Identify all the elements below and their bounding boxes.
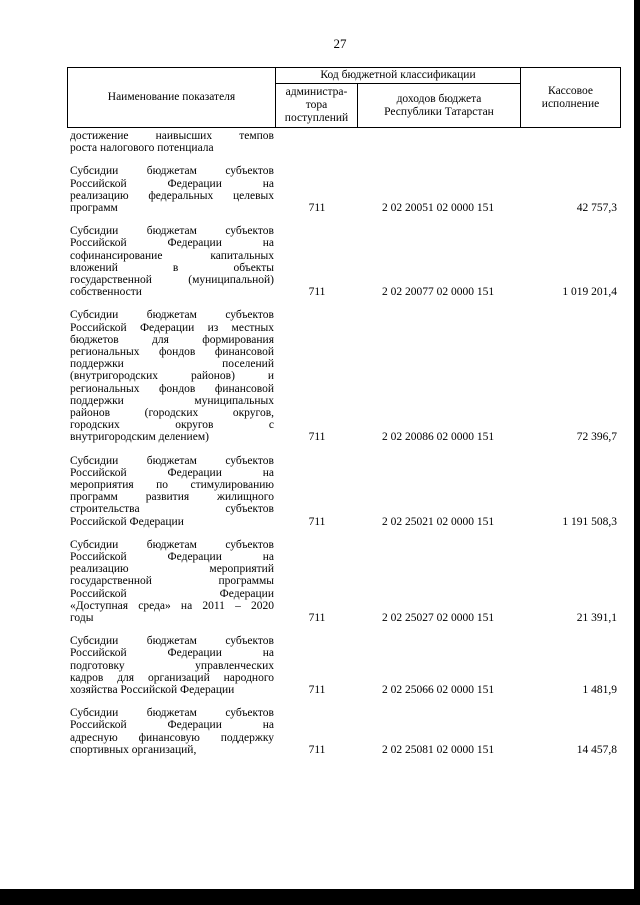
row-name-line: Субсидии бюджетам субъектов bbox=[70, 165, 274, 178]
row-name-line: районов (городских округов, bbox=[70, 407, 274, 420]
budget-table bbox=[67, 67, 620, 756]
row-name-line: региональных фондов финансовой bbox=[70, 346, 274, 358]
header-amount-col: Кассовое исполнение bbox=[521, 68, 621, 128]
row-name-line: Российской Федерации на bbox=[70, 237, 274, 250]
row-name-line: спортивных организаций, bbox=[70, 743, 197, 756]
row-name bbox=[70, 707, 274, 756]
row-name-line: Российской Федерации на bbox=[70, 551, 274, 563]
row-name-line: Субсидии бюджетам субъектов bbox=[70, 538, 274, 551]
scan-edge-right bbox=[634, 0, 640, 905]
header-admin-col: администра- тора поступлений bbox=[276, 84, 358, 128]
row-name-line: государственной (муниципальной) bbox=[70, 274, 274, 286]
scan-edge-bottom bbox=[0, 889, 640, 905]
row-name bbox=[70, 165, 274, 214]
row-name-line: программ bbox=[70, 202, 118, 214]
row-name bbox=[70, 635, 274, 696]
row-amount: 42 757,3 bbox=[576, 201, 617, 214]
row-amount: 1 481,9 bbox=[582, 683, 617, 696]
page-number: 27 bbox=[333, 36, 347, 51]
row-name-line: Субсидии бюджетам субъектов bbox=[70, 454, 274, 467]
row-name-line: бюджетов для формирования bbox=[70, 333, 274, 346]
row-name-line: внутригородским делением) bbox=[70, 431, 209, 444]
row-name-line: поддержки поселений bbox=[70, 358, 274, 371]
row-admin-code: 711 bbox=[308, 431, 326, 444]
row-name-line: хозяйства Российской Федерации bbox=[70, 684, 235, 696]
row-name-line: городских округов с bbox=[70, 419, 274, 432]
row-name-line: подготовку управленческих bbox=[70, 659, 274, 672]
row-name-line: «Доступная среда» на 2011 – 2020 bbox=[70, 599, 274, 612]
row-name-line: мероприятия по стимулированию bbox=[70, 479, 274, 491]
row-name-line: Российской Федерации на bbox=[70, 466, 274, 479]
row-income-code: 2 02 20051 02 0000 151 bbox=[381, 201, 495, 214]
row-name-line: годы bbox=[70, 612, 94, 625]
row-admin-code: 711 bbox=[308, 515, 326, 528]
row-amount: 21 391,1 bbox=[576, 611, 617, 624]
row-name-line: Российской Федерации bbox=[70, 587, 274, 600]
row-name-line: поддержки муниципальных bbox=[70, 394, 274, 407]
row-name-line: Субсидии бюджетам субъектов bbox=[70, 225, 274, 238]
row-name-line: Российской Федерации на bbox=[70, 719, 274, 732]
row-name-line: софинансирование капитальных bbox=[70, 249, 274, 262]
row-name-line: достижение наивысших темпов bbox=[70, 130, 274, 142]
row-name bbox=[70, 130, 274, 154]
row-name-line: Субсидии бюджетам субъектов bbox=[70, 309, 274, 322]
header-name-col: Наименование показателя bbox=[68, 68, 276, 128]
row-income-code: 2 02 25027 02 0000 151 bbox=[381, 611, 495, 624]
row-income-code: 2 02 25066 02 0000 151 bbox=[381, 683, 495, 696]
row-name-line: собственности bbox=[70, 286, 142, 299]
row-name-line: Субсидии бюджетам субъектов bbox=[70, 635, 274, 648]
row-name bbox=[70, 455, 274, 528]
row-name-line: региональных фондов финансовой bbox=[70, 382, 274, 395]
row-name-line: реализацию мероприятий bbox=[70, 563, 274, 576]
row-income-code: 2 02 25081 02 0000 151 bbox=[381, 743, 495, 756]
row-name-line: кадров для организаций народного bbox=[70, 671, 274, 684]
row-name-line: строительства субъектов bbox=[70, 503, 274, 516]
row-name-line: Российской Федерации bbox=[70, 515, 184, 528]
row-name bbox=[70, 539, 274, 624]
row-name bbox=[70, 225, 274, 298]
row-name bbox=[70, 309, 274, 443]
row-name-line: государственной программы bbox=[70, 575, 274, 588]
table-header bbox=[67, 67, 621, 128]
row-name-line: адресную финансовую поддержку bbox=[70, 731, 274, 744]
row-admin-code: 711 bbox=[308, 611, 326, 624]
row-name-line: роста налогового потенциала bbox=[70, 142, 214, 155]
row-amount: 1 019 201,4 bbox=[562, 286, 617, 299]
row-income-code: 2 02 20086 02 0000 151 bbox=[381, 431, 495, 444]
row-name-line: вложений в объекты bbox=[70, 261, 274, 274]
header-income-col: доходов бюджета Республики Татарстан bbox=[358, 84, 521, 128]
row-name-line: Субсидии бюджетам субъектов bbox=[70, 707, 274, 720]
row-name-line: программ развития жилищного bbox=[70, 491, 274, 504]
row-admin-code: 711 bbox=[308, 201, 326, 214]
row-amount: 1 191 508,3 bbox=[562, 515, 617, 528]
row-admin-code: 711 bbox=[308, 743, 326, 756]
header-code-group: Код бюджетной классификации bbox=[276, 68, 521, 84]
row-name-line: Российской Федерации из местных bbox=[70, 321, 274, 334]
row-name-line: реализацию федеральных целевых bbox=[70, 189, 274, 202]
row-amount: 14 457,8 bbox=[576, 743, 617, 756]
row-income-code: 2 02 20077 02 0000 151 bbox=[381, 286, 495, 299]
row-name-line: (внутригородских районов) и bbox=[70, 370, 274, 383]
row-income-code: 2 02 25021 02 0000 151 bbox=[381, 515, 495, 528]
row-name-line: Российской Федерации на bbox=[70, 177, 274, 190]
row-admin-code: 711 bbox=[308, 683, 326, 696]
row-name-line: Российской Федерации на bbox=[70, 647, 274, 660]
row-admin-code: 711 bbox=[308, 286, 326, 299]
row-amount: 72 396,7 bbox=[576, 431, 617, 444]
